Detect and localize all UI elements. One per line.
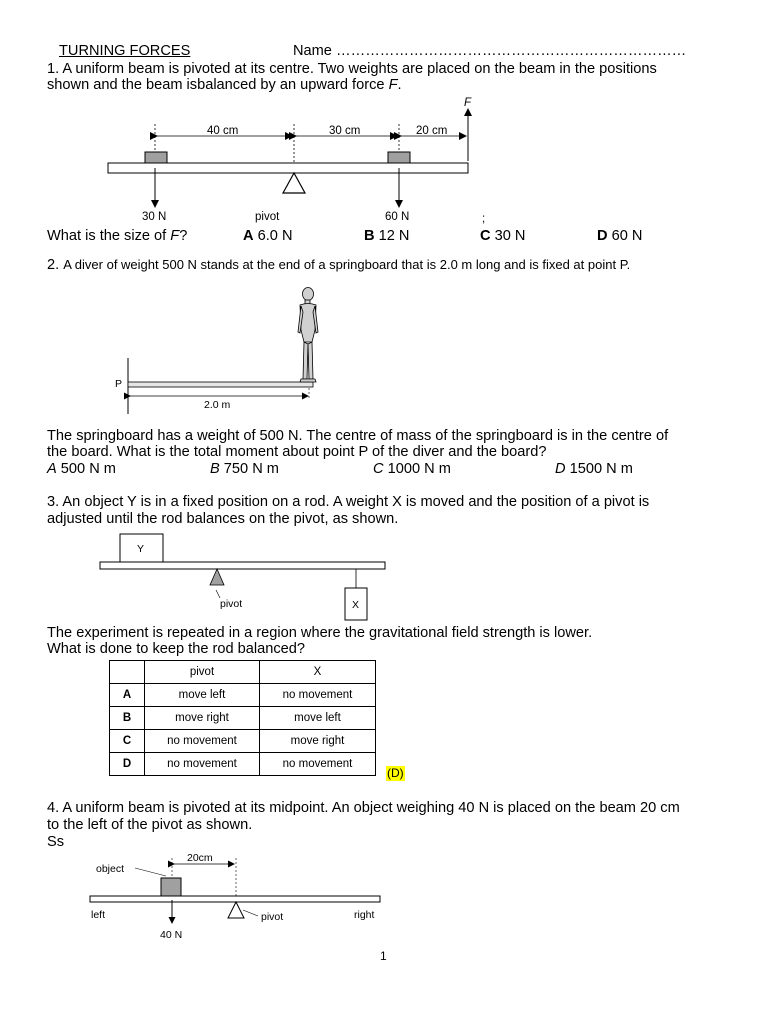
table-row: B move right move left xyxy=(110,707,376,730)
weight-label: 40 N xyxy=(160,929,183,941)
left-label: left xyxy=(91,909,106,921)
q3-options-table xyxy=(109,660,376,776)
svg-text:X: X xyxy=(352,599,360,611)
weight-right xyxy=(388,152,410,163)
q3-line-2: adjusted until the rod balances on the pivot, as shown. xyxy=(47,511,399,527)
weight-left xyxy=(145,152,167,163)
q3-line-3: The experiment is repeated in a region where the gravitational field strength is lower. xyxy=(47,625,593,641)
svg-text:Y: Y xyxy=(137,543,145,555)
springboard xyxy=(128,382,313,387)
q4-line-2: to the left of the pivot as shown. xyxy=(47,817,253,833)
label-60n: 60 N xyxy=(385,211,410,223)
q3-answer: (D) xyxy=(387,766,404,780)
object-label: object xyxy=(96,863,125,875)
q2-option-a: A 500 N m xyxy=(47,461,116,477)
q1-line-1: 1. A uniform beam is pivoted at its centre. Two weights are placed on the beam in the positions xyxy=(47,61,657,77)
label-30n: 30 N xyxy=(142,211,167,223)
q2-text: 2. A diver of weight 500 N stands at the end of a springboard that is 2.0 m long and is fixed at point P. xyxy=(47,257,631,273)
q2-option-c: C 1000 N m xyxy=(373,461,451,477)
beam xyxy=(90,896,380,902)
q1-beam-diagram xyxy=(100,92,486,228)
beam xyxy=(108,163,468,173)
q3-line-1: 3. An object Y is in a fixed position on a rod. A weight X is moved and the position of a pivot is xyxy=(47,494,650,510)
pivot-label: pivot xyxy=(220,598,243,610)
pivot-triangle xyxy=(210,569,224,585)
q1-option-d: D 60 N xyxy=(597,228,643,244)
label-pivot: pivot xyxy=(255,211,280,223)
object-block xyxy=(161,878,181,896)
worksheet-title: TURNING FORCES xyxy=(59,43,191,59)
table-row: D no movement no movement xyxy=(110,753,376,776)
q4-beam-diagram xyxy=(88,848,388,944)
q2-springboard-diagram xyxy=(110,284,330,414)
diver-figure xyxy=(298,288,318,383)
point-p-label: P xyxy=(115,378,123,390)
q2-option-d: D 1500 N m xyxy=(555,461,633,477)
distance-label: 20cm xyxy=(187,852,213,864)
table-row: A move left no movement xyxy=(110,684,376,707)
q2-line-2: the board. What is the total moment about point P of the diver and the board? xyxy=(47,444,547,460)
page-number: 1 xyxy=(380,949,387,963)
force-f-label: F xyxy=(464,97,472,109)
q3-line-4: What is done to keep the rod balanced? xyxy=(47,641,305,657)
q2-line-1: The springboard has a weight of 500 N. The centre of mass of the springboard is in the centre of xyxy=(47,428,669,444)
pivot-triangle xyxy=(228,902,244,918)
q2-option-b: B 750 N m xyxy=(210,461,279,477)
length-label: 2.0 m xyxy=(204,399,231,411)
dim-20cm: 20 cm xyxy=(416,125,448,137)
q3-rod-diagram xyxy=(98,532,393,624)
q1-option-a: A 6.0 N xyxy=(243,228,293,244)
svg-text:;: ; xyxy=(482,213,486,225)
name-field: Name ……………………………………………………………… xyxy=(293,43,687,59)
q1-line-2: shown and the beam isbalanced by an upward force F. xyxy=(47,77,402,93)
right-label: right xyxy=(354,909,375,921)
q4-line-1: 4. A uniform beam is pivoted at its midpoint. An object weighing 40 N is placed on the beam 20 cm xyxy=(47,800,680,816)
q1-option-b: B 12 N xyxy=(364,228,410,244)
dim-30cm: 30 cm xyxy=(329,125,361,137)
pivot-label: pivot xyxy=(261,911,284,923)
q1-question: What is the size of F? xyxy=(47,228,188,244)
q4-line-3: Ss xyxy=(47,834,65,850)
table-row: C no movement move right xyxy=(110,730,376,753)
pivot-triangle xyxy=(283,173,305,193)
dim-40cm: 40 cm xyxy=(207,125,239,137)
q1-option-c: C 30 N xyxy=(480,228,526,244)
rod xyxy=(100,562,385,569)
table-header-row: pivot X xyxy=(110,661,376,684)
